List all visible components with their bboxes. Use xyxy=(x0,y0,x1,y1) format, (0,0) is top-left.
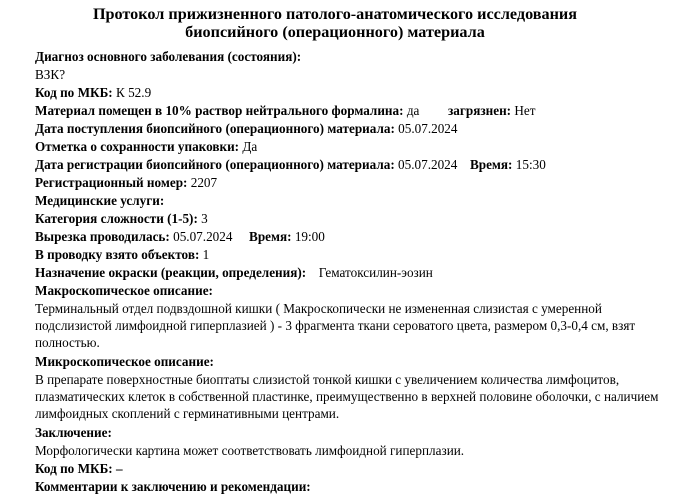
complexity-row xyxy=(35,210,675,228)
objects-label: В проводку взято объектов: xyxy=(35,247,200,262)
package-label: Отметка о сохранности упаковки: xyxy=(35,139,240,154)
regnum-value: 2207 xyxy=(190,175,218,190)
stain-row xyxy=(35,264,675,282)
micro-description: В препарате поверхностные биоптаты слизистой тонкой кишки с увеличением количества лимфоцитов, плазматических клеток в собственной пластинке, преимущественно в верхней половине оболочки, с наличием лимфоидных скоплений с герминативными центрами. xyxy=(35,372,659,421)
stain-label: Назначение окраски (реакции, определения): xyxy=(35,265,307,280)
mkb-row xyxy=(35,84,675,102)
registered-value: 05.07.2024 xyxy=(398,157,458,172)
diagnosis-value: ВЗК? xyxy=(35,67,66,82)
registered-time-value: 15:30 xyxy=(515,157,546,172)
document-title xyxy=(35,5,635,41)
registered-row xyxy=(35,156,675,174)
formalin-label: Материал помещен в 10% раствор нейтрального формалина: xyxy=(35,103,404,118)
macro-label: Макроскопическое описание: xyxy=(35,283,213,298)
formalin-row xyxy=(35,102,675,120)
conclusion-label-row xyxy=(35,424,675,442)
diagnosis-label: Диагноз основного заболевания (состояния): xyxy=(35,49,302,64)
objects-value: 1 xyxy=(202,247,210,262)
excision-date: 05.07.2024 xyxy=(173,229,233,244)
received-row xyxy=(35,120,675,138)
stain-value: Гематоксилин-эозин xyxy=(318,265,433,280)
diagnosis-label-row xyxy=(35,48,675,66)
registered-time-label: Время: xyxy=(469,157,513,172)
registered-label: Дата регистрации биопсийного (операционного) материала: xyxy=(35,157,395,172)
complexity-value: 3 xyxy=(201,211,208,226)
comments-row xyxy=(35,478,675,496)
formalin-value: да xyxy=(406,103,420,118)
comments-label: Комментарии к заключению и рекомендации: xyxy=(35,479,311,494)
title-line-2: биопсийного (операционного) материала xyxy=(185,23,485,41)
mkb2-row xyxy=(35,460,675,478)
excision-label: Вырезка проводилась: xyxy=(35,229,170,244)
conclusion-text: Морфологически картина может соответствовать лимфоидной гиперплазии. xyxy=(35,443,465,458)
package-row xyxy=(35,138,675,156)
mkb2-value: – xyxy=(116,461,123,476)
mkb-value: К 52.9 xyxy=(116,85,152,100)
regnum-row xyxy=(35,174,675,192)
title-line-1: Протокол прижизненного патолого-анатомического исследования xyxy=(92,5,578,23)
excision-row xyxy=(35,228,675,246)
received-value: 05.07.2024 xyxy=(398,121,458,136)
diagnosis-value-row xyxy=(35,66,675,84)
excision-time-label: Время: xyxy=(249,229,292,244)
macro-description: Терминальный отдел подвздошной кишки ( Макроскопически не измененная слизистая с умеренной подслизистой лимфоидной гиперплазией ) - 3 фрагмента ткани сероватого цвета, размером 0,3-0,4 см, взят полностью. xyxy=(35,301,636,350)
regnum-label: Регистрационный номер: xyxy=(35,175,188,190)
micro-label-row xyxy=(35,353,675,371)
conclusion-label: Заключение: xyxy=(35,425,112,440)
received-label: Дата поступления биопсийного (операционного) материала: xyxy=(35,121,395,136)
services-label: Медицинские услуги: xyxy=(35,193,165,208)
micro-label: Микроскопическое описание: xyxy=(35,354,214,369)
mkb2-label: Код по МКБ: xyxy=(35,461,113,476)
contaminated-label: загрязнен: xyxy=(447,103,512,118)
macro-label-row xyxy=(35,282,675,300)
objects-row xyxy=(35,246,675,264)
contaminated-value: Нет xyxy=(514,103,536,118)
complexity-label: Категория сложности (1-5): xyxy=(35,211,198,226)
services-row xyxy=(35,192,675,210)
package-value: Да xyxy=(242,139,258,154)
excision-time-value: 19:00 xyxy=(294,229,325,244)
conclusion-text-row xyxy=(35,442,675,460)
protocol-document xyxy=(35,5,675,496)
mkb-label: Код по МКБ: xyxy=(35,85,113,100)
